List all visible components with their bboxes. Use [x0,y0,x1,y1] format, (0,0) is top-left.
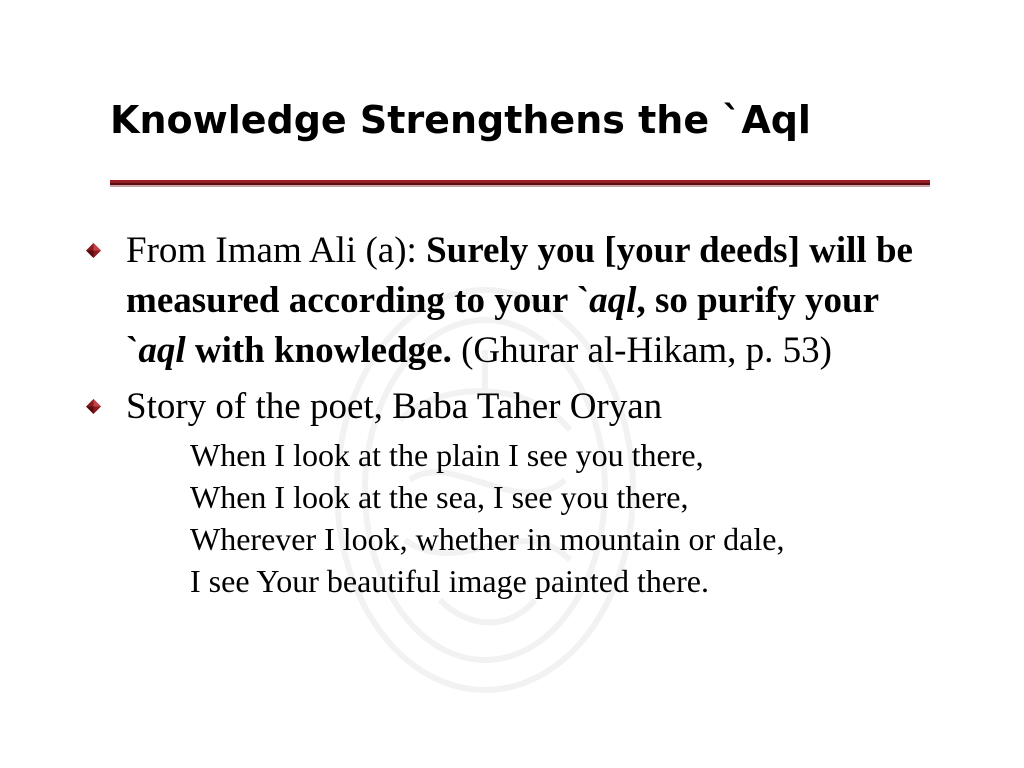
quote-text: , so purify your ` [126,280,879,371]
bullet-item-poet-story [84,382,944,602]
quote-term-aql: aql [138,330,186,371]
red-diamond-bullet-icon [86,399,101,414]
quote-text: Surely you [your deeds] will be measured according to your ` [126,230,913,321]
quote-citation: (Ghurar al-Hikam, p. 53) [451,330,832,371]
slide-title: Knowledge Strengthens the `Aql [110,98,811,142]
red-diamond-bullet-icon [86,243,101,258]
title-divider [110,180,930,187]
poem-block [190,434,944,602]
bullet-text: Story of the poet, Baba Taher Oryan [126,386,663,427]
poem-line: I see Your beautiful image painted there. [190,563,709,599]
bullet-item-imam-ali-quote [84,226,944,376]
bullet-list [84,226,944,608]
poem-line: When I look at the sea, I see you there, [190,479,689,515]
quote-term-aql: aql [589,280,637,321]
quote-text: with knowledge. [185,330,452,371]
quote-attribution: From Imam Ali (a): [126,230,427,271]
poem-line: Wherever I look, whether in mountain or dale, [190,521,785,557]
poem-line: When I look at the plain I see you there, [190,437,704,473]
